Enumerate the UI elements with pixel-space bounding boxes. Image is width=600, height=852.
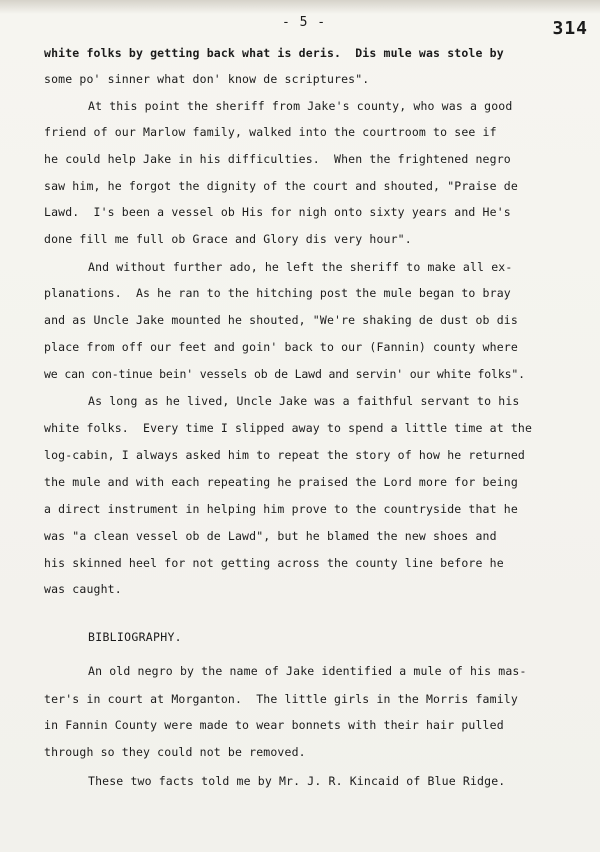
body-line: saw him, he forgot the dignity of the court and shouted, "Praise de	[44, 179, 518, 193]
body-line: and as Uncle Jake mounted he shouted, "We're shaking de dust ob dis	[44, 313, 518, 327]
bibliography-line: These two facts told me by Mr. J. R. Kincaid of Blue Ridge.	[88, 774, 506, 788]
body-line: As long as he lived, Uncle Jake was a faithful servant to his	[88, 394, 520, 408]
body-line: some po' sinner what don' know de scriptures".	[44, 72, 370, 86]
body-line: At this point the sheriff from Jake's county, who was a good	[88, 99, 513, 113]
body-line: we can con-tinue bein' vessels ob de Lawd and servin' our white folks".	[44, 367, 525, 381]
body-line: place from off our feet and goin' back to our (Fannin) county where	[44, 340, 518, 354]
bibliography-heading: BIBLIOGRAPHY.	[88, 630, 182, 644]
body-line: was caught.	[44, 582, 122, 596]
body-line: white folks by getting back what is deris. Dis mule was stole by	[44, 46, 504, 60]
body-line: planations. As he ran to the hitching post the mule began to bray	[44, 286, 511, 300]
bibliography-line: in Fannin County were made to wear bonnets with their hair pulled	[44, 718, 504, 732]
body-line: he could help Jake in his difficulties. When the frightened negro	[44, 152, 511, 166]
scan-top-edge	[0, 0, 600, 14]
body-line: his skinned heel for not getting across the county line before he	[44, 556, 504, 570]
body-line: log-cabin, I always asked him to repeat the story of how he returned	[44, 448, 526, 462]
body-line: done fill me full ob Grace and Glory dis very hour".	[44, 232, 412, 246]
body-line: white folks. Every time I slipped away to spend a little time at the	[44, 421, 533, 435]
body-line: Lawd. I's been a vessel ob His for nigh onto sixty years and He's	[44, 205, 511, 219]
body-line: a direct instrument in helping him prove to the countryside that he	[44, 502, 518, 516]
body-line: was "a clean vessel ob de Lawd", but he blamed the new shoes and	[44, 529, 497, 543]
body-line: the mule and with each repeating he praised the Lord more for being	[44, 475, 518, 489]
bibliography-line: through so they could not be removed.	[44, 745, 306, 759]
folio-number: 314	[552, 18, 588, 39]
bibliography-line: An old negro by the name of Jake identified a mule of his mas-	[88, 664, 527, 678]
body-line: And without further ado, he left the sheriff to make all ex-	[88, 260, 513, 274]
body-line: friend of our Marlow family, walked into the courtroom to see if	[44, 125, 497, 139]
page-number: - 5 -	[282, 15, 327, 30]
bibliography-line: ter's in court at Morganton. The little girls in the Morris family	[44, 692, 518, 706]
